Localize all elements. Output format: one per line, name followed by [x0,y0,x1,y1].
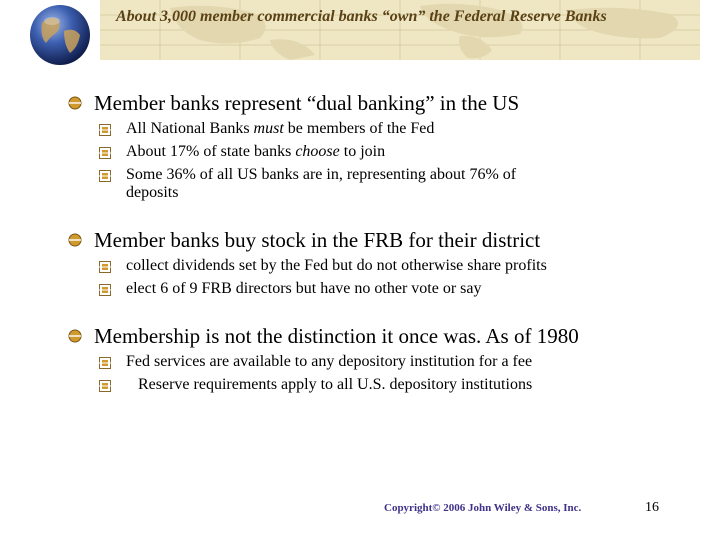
level2-bullet-icon [99,380,111,392]
section-heading: Member banks buy stock in the FRB for their district [94,228,541,252]
level1-bullet-icon [68,233,82,247]
level2-bullet-icon [99,147,111,159]
list-item: All National Banks must be members of the Fed [126,120,435,137]
list-item: Fed services are available to any depository institution for a fee [126,353,533,370]
list-item: About 17% of state banks choose to join [126,143,386,160]
level1-bullet-icon [68,96,82,110]
section-heading: Membership is not the distinction it once was. As of 1980 [94,324,579,348]
section-heading: Member banks represent “dual banking” in the US [94,91,520,115]
level2-bullet-icon [99,357,111,369]
list-item-continuation: deposits [126,184,179,201]
list-item: Reserve requirements apply to all U.S. depository institutions [126,376,533,393]
list-item: Some 36% of all US banks are in, representing about 76% of [126,166,517,183]
level2-bullet-icon [99,261,111,273]
level1-bullet-icon [68,329,82,343]
copyright-footer: Copyright© 2006 John Wiley & Sons, Inc. [384,502,582,514]
list-item: collect dividends set by the Fed but do not otherwise share profits [126,257,547,274]
level2-bullet-icon [99,284,111,296]
level2-bullet-icon [99,170,111,182]
page-number: 16 [645,500,659,515]
globe-icon [28,3,92,67]
list-item: elect 6 of 9 FRB directors but have no other vote or say [126,280,482,297]
level2-bullet-icon [99,124,111,136]
slide-title: About 3,000 member commercial banks “own” the Federal Reserve Banks [116,8,607,25]
